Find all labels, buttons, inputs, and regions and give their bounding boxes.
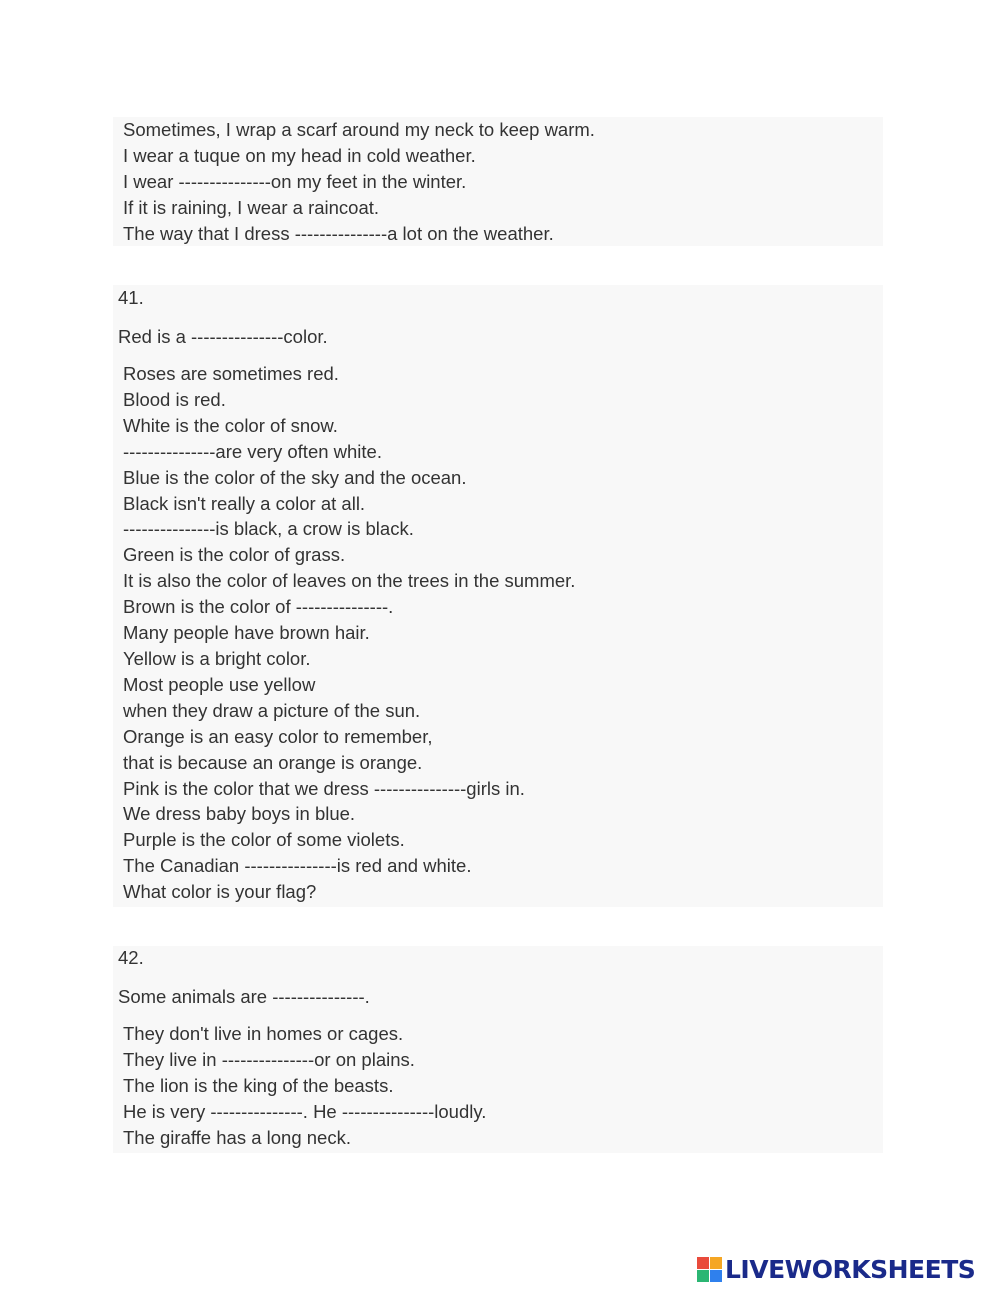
passage-line: ---------------are very often white. [123, 440, 382, 462]
logo-text: LIVEWORKSHEETS [725, 1255, 976, 1284]
passage-line: ---------------is black, a crow is black. [123, 518, 414, 540]
passage-line: that is because an orange is orange. [123, 751, 423, 773]
passage-line: Most people use yellow [123, 673, 316, 695]
passage-line: Brown is the color of ---------------. [123, 596, 394, 618]
passage-line: Many people have brown hair. [123, 622, 370, 644]
question-number: 42. [118, 947, 144, 968]
passage-line: Black isn't really a color at all. [123, 492, 366, 514]
passage-line: The lion is the king of the beasts. [123, 1074, 394, 1096]
question-42-block [113, 946, 883, 1153]
passage-lines [113, 1021, 486, 1151]
passage-line: Blue is the color of the sky and the ocean. [123, 466, 467, 488]
logo-blocks-icon [697, 1257, 722, 1282]
question-41-block [113, 285, 883, 907]
passage-line: If it is raining, I wear a raincoat. [123, 196, 380, 218]
passage-line: What color is your flag? [123, 881, 317, 903]
passage-lines [113, 117, 595, 247]
passage-line: They live in ---------------or on plains. [123, 1048, 415, 1070]
passage-line: Orange is an easy color to remember, [123, 725, 433, 747]
passage-line: The way that I dress ---------------a lot on the weather. [123, 222, 554, 244]
question-number: 41. [118, 287, 144, 308]
passage-line: Green is the color of grass. [123, 544, 346, 566]
passage-line: I wear a tuque on my head in cold weather. [123, 144, 476, 166]
passage-lines [113, 361, 575, 905]
passage-line: He is very ---------------. He ---------------loudly. [123, 1100, 487, 1122]
passage-line: Blood is red. [123, 388, 226, 410]
question-prompt: Red is a ---------------color. [118, 326, 328, 347]
passage-line: White is the color of snow. [123, 414, 338, 436]
passage-line: We dress baby boys in blue. [123, 803, 356, 825]
passage-line: Roses are sometimes red. [123, 363, 339, 384]
passage-line: They don't live in homes or cages. [123, 1023, 404, 1044]
passage-line: Purple is the color of some violets. [123, 829, 405, 851]
passage-line: I wear ---------------on my feet in the winter. [123, 170, 467, 192]
passage-line: when they draw a picture of the sun. [123, 699, 421, 721]
passage-line: Sometimes, I wrap a scarf around my neck to keep warm. [123, 119, 595, 140]
passage-line: Yellow is a bright color. [123, 647, 311, 669]
passage-line: The giraffe has a long neck. [123, 1126, 351, 1148]
liveworksheets-logo [697, 1255, 975, 1284]
passage-line: Pink is the color that we dress ---------------girls in. [123, 777, 525, 799]
passage-block-top [113, 117, 883, 246]
question-prompt: Some animals are ---------------. [118, 986, 370, 1007]
passage-line: It is also the color of leaves on the trees in the summer. [123, 570, 576, 592]
passage-line: The Canadian ---------------is red and white. [123, 855, 472, 877]
